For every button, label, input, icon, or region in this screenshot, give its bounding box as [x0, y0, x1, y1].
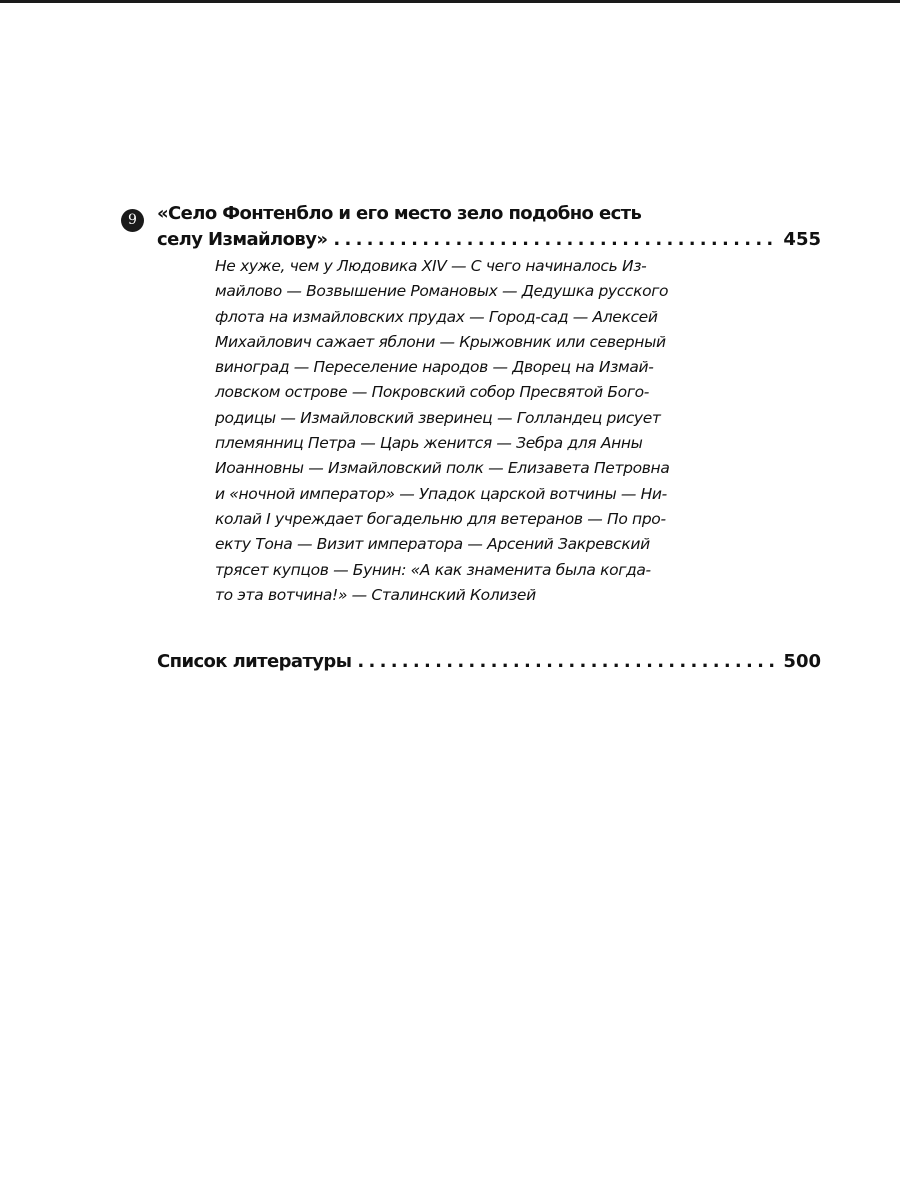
summary-line: майлово — Возвышение Романовых — Дедушка русского [215, 282, 669, 301]
literature-page-number: 500 [783, 651, 821, 672]
summary-line: Не хуже, чем у Людовика XIV — С чего начиналось Из- [215, 257, 647, 275]
chapter-number-badge: 9 [121, 209, 144, 232]
summary-line: ловском острове — Покровский собор Пресвятой Бого- [215, 383, 649, 402]
summary-line: племянниц Петра — Царь женится — Зебра для Анны [215, 434, 643, 453]
summary-line: родицы — Измайловский зверинец — Голландец рисует [215, 408, 661, 427]
literature-title: Список литературы [157, 651, 352, 672]
summary-line: Михайлович сажает яблони — Крыжовник или северный [215, 332, 666, 351]
chapter-title-text: селу Измайлову» [157, 229, 328, 250]
literature-entry[interactable] [157, 651, 821, 672]
summary-line: и «ночной император» — Упадок царской вотчины — Ни- [215, 484, 667, 503]
summary-line: трясет купцов — Бунин: «А как знаменита была когда- [215, 560, 651, 579]
dot-leader [357, 651, 779, 672]
dot-leader [333, 229, 779, 250]
summary-line: виноград — Переселение народов — Дворец на Измай- [215, 358, 654, 377]
summary-line: екту Тона — Визит императора — Арсений Закревский [215, 535, 650, 554]
summary-line: Иоанновны — Измайловский полк — Елизавета Петровна [215, 459, 670, 478]
chapter-title-line-2[interactable] [157, 229, 821, 250]
summary-line: флота на измайловских прудах — Город-сад — Алексей [215, 307, 658, 326]
summary-line: то эта вотчина!» — Сталинский Колизей [215, 585, 536, 604]
top-rule [0, 0, 900, 3]
chapter-title-line-1[interactable]: «Село Фонтенбло и его место зело подобно есть [157, 203, 642, 224]
chapter-summary [215, 254, 705, 608]
summary-line: колай I учреждает богадельню для ветеранов — По про- [215, 509, 666, 528]
chapter-page-number: 455 [783, 229, 821, 250]
